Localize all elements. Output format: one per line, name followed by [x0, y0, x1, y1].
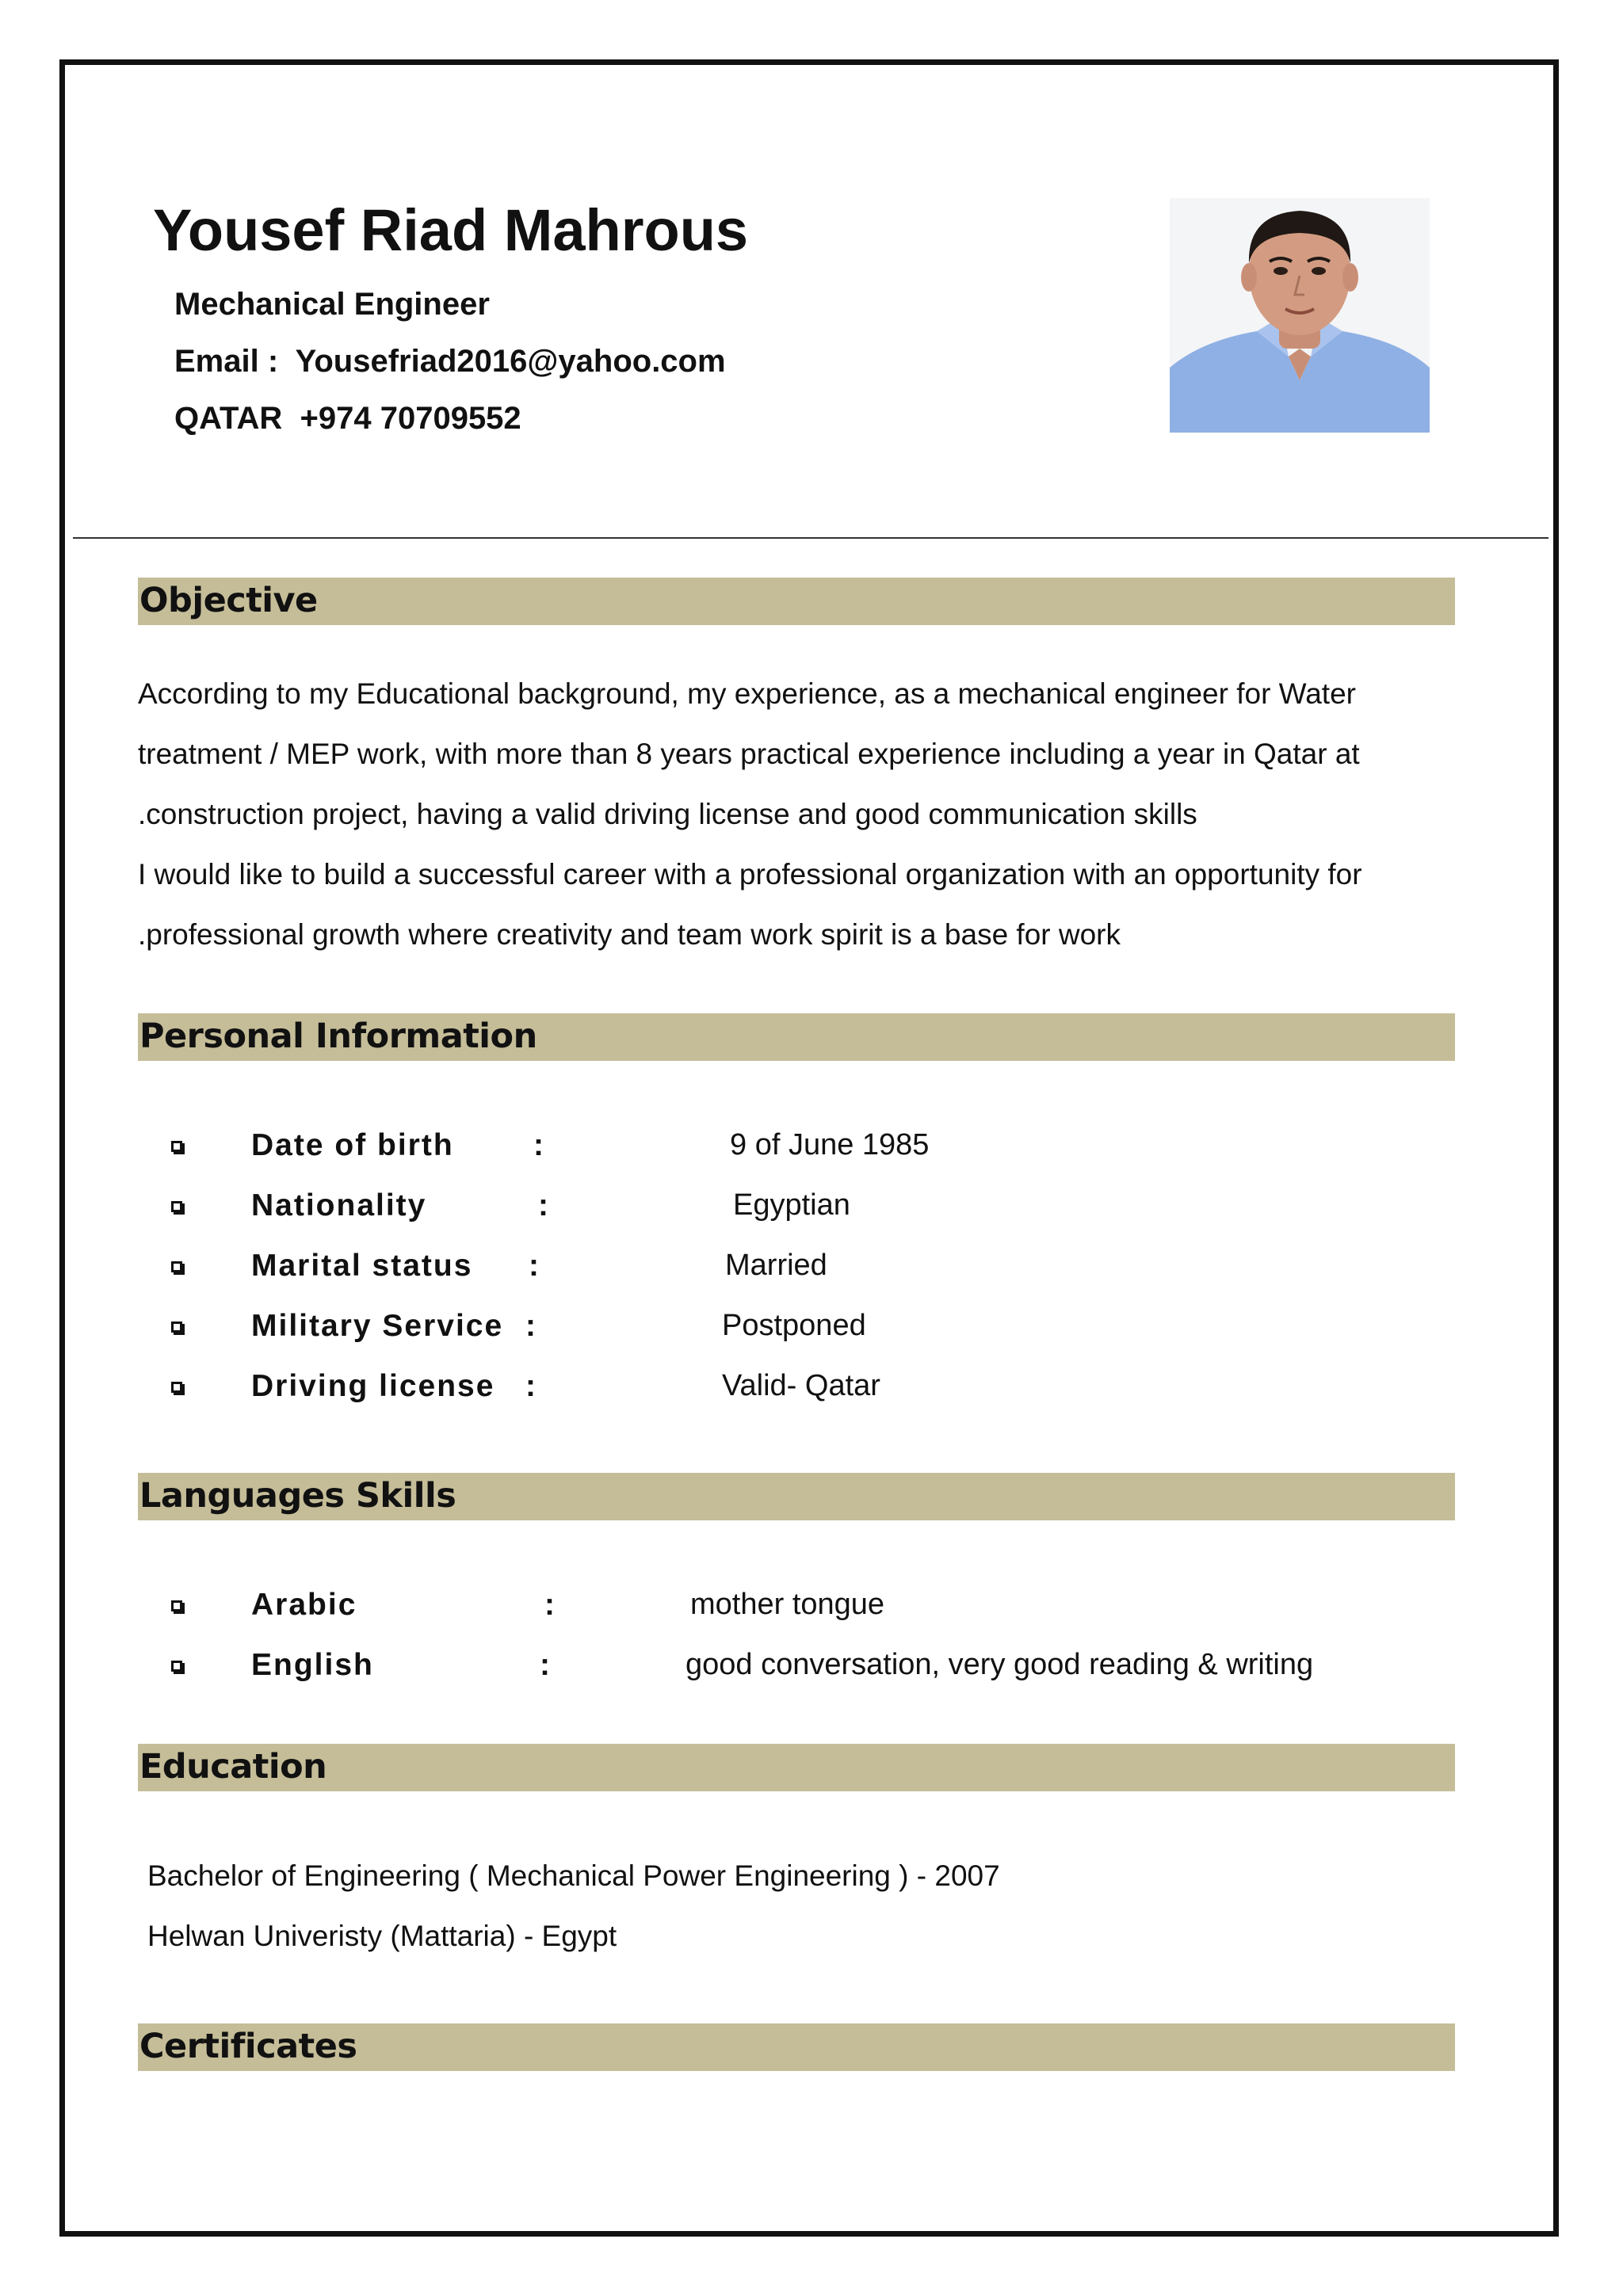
objective-heading: Objective — [139, 581, 318, 620]
checkbox-bullet-icon — [171, 1201, 182, 1212]
language-label: English — [251, 1648, 374, 1682]
personal-info-row — [0, 1309, 1623, 1348]
checkbox-bullet-icon — [171, 1141, 182, 1152]
info-value: Married — [725, 1249, 827, 1282]
personal-info-row — [0, 1369, 1623, 1409]
checkbox-bullet-icon — [171, 1600, 182, 1611]
education-heading: Education — [139, 1747, 327, 1787]
info-separator: : — [533, 1128, 544, 1162]
language-label: Arabic — [251, 1588, 357, 1622]
info-separator: : — [529, 1249, 539, 1283]
info-value: Egyptian — [733, 1188, 850, 1222]
info-label: Marital status — [251, 1249, 473, 1283]
objective-line: .professional growth where creativity and team work spirit is a base for work — [138, 918, 1121, 951]
objective-line: According to my Educational background, my experience, as a mechanical engineer for Water — [138, 677, 1356, 710]
info-value: Postponed — [722, 1309, 866, 1342]
candidate-name: Yousef Riad Mahrous — [153, 197, 749, 263]
checkbox-bullet-icon — [171, 1322, 182, 1333]
info-separator: : — [525, 1309, 536, 1343]
personal-info-heading: Personal Information — [139, 1016, 537, 1056]
header-divider — [73, 537, 1549, 539]
education-university: Helwan Univeristy (Mattaria) - Egypt — [147, 1920, 617, 1952]
personal-info-row — [0, 1188, 1623, 1228]
profile-photo — [1170, 198, 1430, 433]
language-separator: : — [540, 1648, 550, 1682]
personal-info-row — [0, 1249, 1623, 1288]
info-label: Date of birth — [251, 1128, 454, 1162]
language-row — [0, 1588, 1623, 1627]
education-section-bar — [138, 1744, 1455, 1791]
checkbox-bullet-icon — [171, 1661, 182, 1672]
info-label: Driving license — [251, 1369, 495, 1403]
certificates-heading: Certificates — [139, 2027, 357, 2066]
objective-line: .construction project, having a valid driving license and good communication skills — [138, 798, 1197, 830]
objective-line: I would like to build a successful career with a professional organization with an opportunity for — [138, 858, 1362, 891]
email-line: Email : Yousefriad2016@yahoo.com — [174, 344, 726, 379]
personal-info-row — [0, 1128, 1623, 1168]
info-label: Military Service — [251, 1309, 504, 1343]
education-degree: Bachelor of Engineering ( Mechanical Power Engineering ) - 2007 — [147, 1859, 1000, 1892]
profile-photo-illustration — [1170, 198, 1430, 433]
info-separator: : — [525, 1369, 536, 1403]
phone-line: QATAR +974 70709552 — [174, 401, 521, 436]
language-separator: : — [544, 1588, 555, 1622]
info-value: Valid- Qatar — [722, 1369, 880, 1402]
info-label: Nationality — [251, 1188, 427, 1222]
language-row — [0, 1648, 1623, 1688]
info-separator: : — [538, 1188, 548, 1222]
language-value: good conversation, very good reading & writing — [685, 1648, 1314, 1681]
objective-section-bar — [138, 578, 1455, 625]
checkbox-bullet-icon — [171, 1261, 182, 1272]
objective-line: treatment / MEP work, with more than 8 years practical experience including a year in Qatar at — [138, 738, 1360, 770]
languages-heading: Languages Skills — [139, 1476, 456, 1516]
checkbox-bullet-icon — [171, 1382, 182, 1393]
job-title: Mechanical Engineer — [174, 287, 490, 322]
language-value: mother tongue — [690, 1588, 885, 1621]
info-value: 9 of June 1985 — [730, 1128, 930, 1161]
